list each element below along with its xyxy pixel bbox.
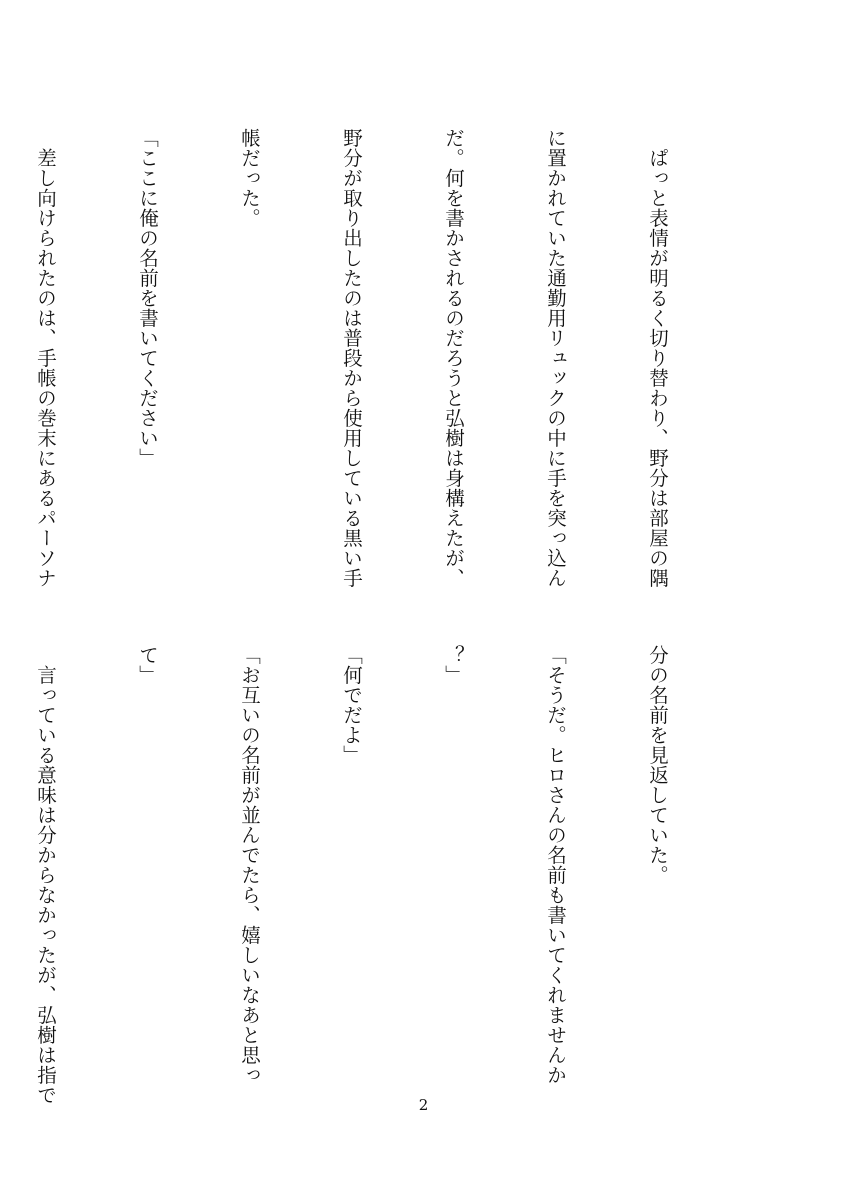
text-line: 「ここに俺の名前を書いてください」 — [136, 128, 159, 468]
page-number: 2 — [418, 1096, 429, 1114]
text-block-bottom — [0, 645, 742, 1105]
text-line: 言っている意味は分からなかったが、弘樹は指で — [34, 645, 57, 1105]
text-line: に置かれていた通勤用リュックの中に手を突っ込ん — [544, 128, 567, 588]
text-line: 分の名前を見返していた。 — [646, 645, 669, 885]
text-line: 「お互いの名前が並んでたら、嬉しいなあと思っ — [238, 645, 261, 1085]
text-line: 差し向けられたのは、手帳の巻末にあるパーソナ — [34, 128, 57, 588]
text-line: 「何でだよ」 — [340, 645, 363, 765]
text-line: 野分が取り出したのは普段から使用している黒い手 — [340, 128, 363, 588]
text-line: ？」 — [442, 645, 465, 685]
text-block-top — [0, 128, 742, 588]
text-line: 「そうだ。ヒロさんの名前も書いてくれませんか — [544, 645, 567, 1085]
text-line: 帳だった。 — [238, 128, 261, 228]
text-line: ぱっと表情が明るく切り替わり、野分は部屋の隅 — [646, 128, 669, 588]
text-line: だ。何を書かされるのだろうと弘樹は身構えたが、 — [442, 128, 465, 588]
text-line: て」 — [136, 645, 159, 685]
